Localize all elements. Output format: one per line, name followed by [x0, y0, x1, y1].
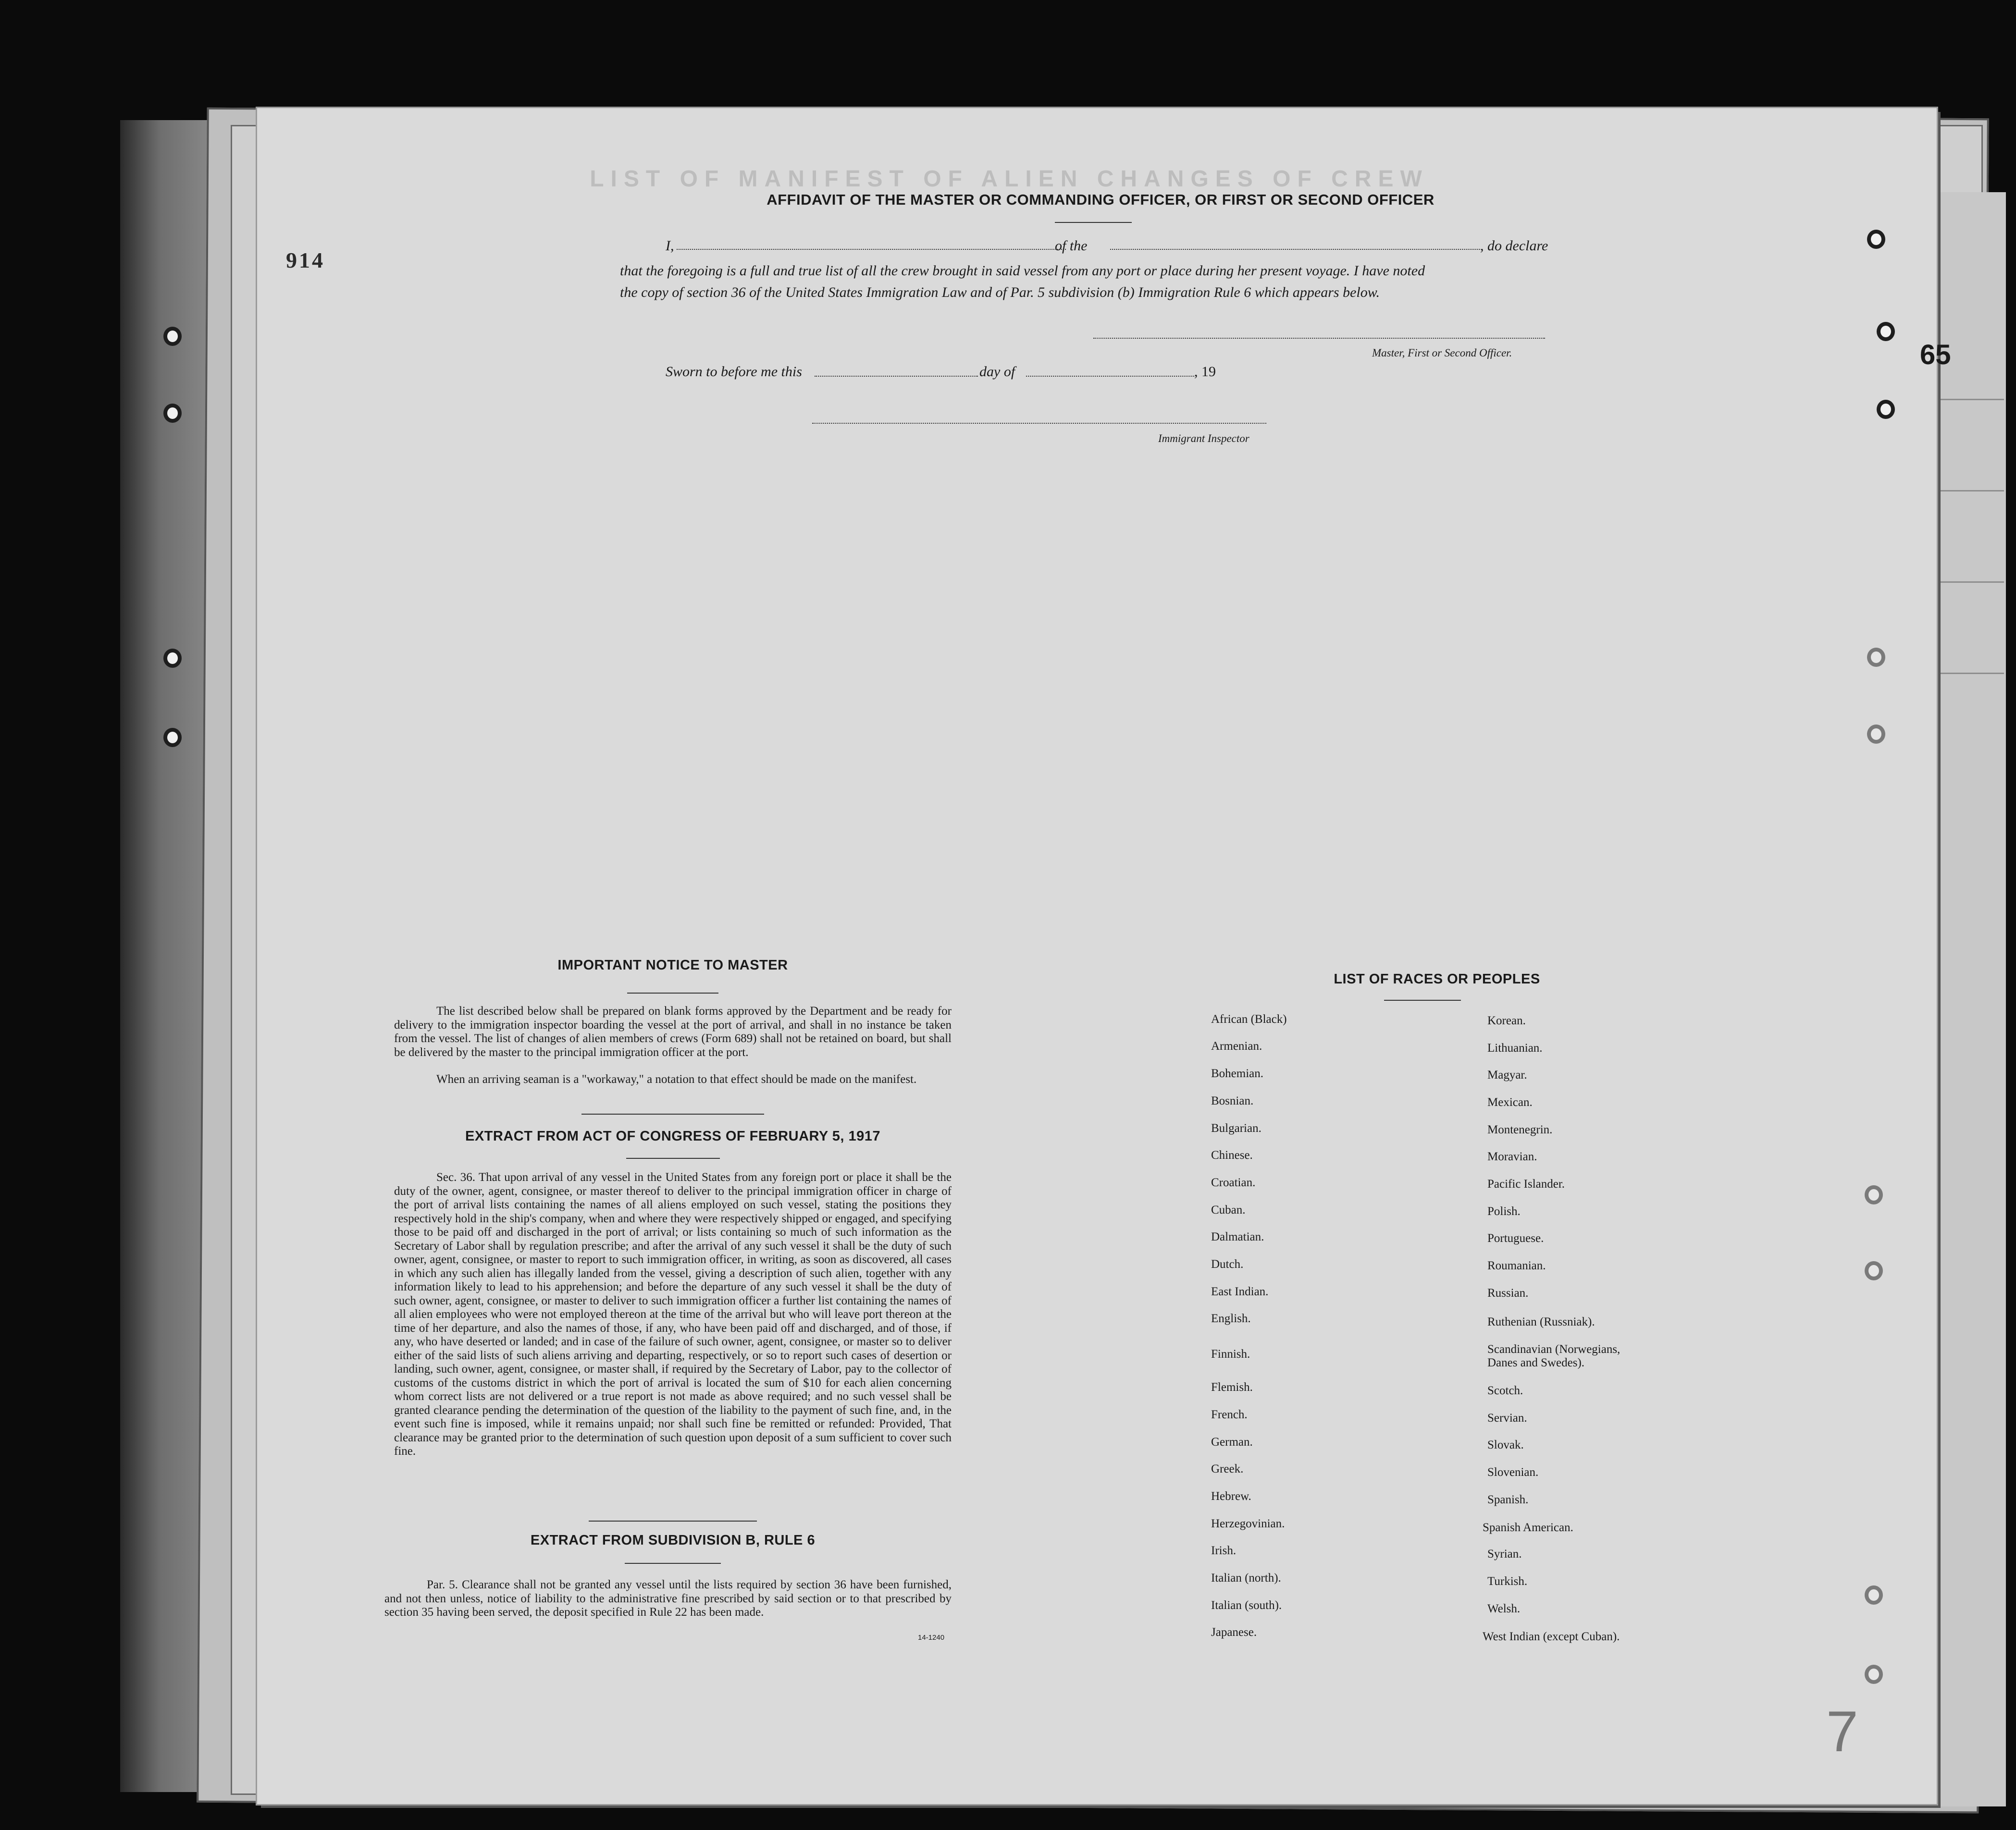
race-item: Armenian.: [1211, 1040, 1262, 1053]
title-rule: [627, 993, 718, 994]
title-rule: [626, 1158, 720, 1159]
race-item: Finnish.: [1211, 1348, 1250, 1361]
master-caption: Master, First or Second Officer.: [1372, 347, 1512, 359]
name-field[interactable]: [677, 249, 1066, 250]
handwritten-number: 914: [286, 248, 325, 272]
binder-hole: [1867, 725, 1885, 744]
binder-hole: [163, 327, 182, 346]
race-item: English.: [1211, 1312, 1251, 1325]
race-item: Flemish.: [1211, 1381, 1253, 1394]
race-item: Moravian.: [1487, 1150, 1537, 1163]
race-item: East Indian.: [1211, 1285, 1269, 1298]
affidavit-line-end: , do declare: [1480, 238, 1548, 254]
race-item: Spanish American.: [1483, 1521, 1573, 1534]
affidavit-title: AFFIDAVIT OF THE MASTER OR COMMANDING OFFICER, OR FIRST OR SECOND OFFICER: [767, 191, 1435, 208]
form-sheet: [257, 108, 1937, 1804]
affidavit-line: the copy of section 36 of the United States Immigration Law and of Par. 5 subdivision (b) Immigration Rule 6 which appears below.: [620, 284, 1380, 300]
race-item: Chinese.: [1211, 1149, 1253, 1162]
race-item: West Indian (except Cuban).: [1483, 1630, 1620, 1643]
binder-hole: [1867, 648, 1885, 667]
races-title: LIST OF RACES OR PEOPLES: [1334, 971, 1540, 987]
section-36-text: Sec. 36. That upon arrival of any vessel in the United States from any foreign port or place it shall be the duty of the owner, agent, consignee, or master thereof to deliver to the principal immigration officer in charge of the port of arrival lists containing the names of all aliens employed on such vessel, stating the positions they respectively hold in the ship's company, when and where they were respectively shipped or engaged, and specifying those to be paid off and discharged in the port of arrival; or lists containing so much of such information as the Secretary of Labor shall by regulation prescribe; and after the arrival of any such vessel it shall be the duty of such owner, agent, consignee, or master to report to such immigration officer, in writing, as soon as discovered, all cases in which any such alien has illegally landed from the vessel, giving a description of such alien, together with any information likely to lead to his apprehension; and before the departure of any such vessel it shall be the duty of such owner, agent, consignee, or master to deliver to such immigration officer a further list containing the names of all alien employees who were not employed thereon at the time of the arrival but who will leave port thereon at the time of her departure, and also the names of those, if any, who have been paid off and discharged, and of those, if any, who have deserted or landed; and in case of the failure of such owner, agent, consignee, or master so to deliver either of the said lists of such aliens arriving and departing, respectively, or so to report such cases of desertion or landing, such owner, agent, consignee, or master shall, if required by the Secretary of Labor, pay to the collector of customs of the customs district in which the port of arrival is located the sum of $10 for each alien concerning whom correct lists are not delivered or a true report is not made as above required; and no such vessel shall be granted clearance pending the determination of the question of the liability to the payment of such fine, and, in the event such fine is imposed, while it remains unpaid; nor shall such fine be remitted or refunded: Provided, That clearance may be granted prior to the determination of such question upon deposit of a sum sufficient to cover such fine.: [394, 1171, 952, 1458]
notice-paragraph: When an arriving seaman is a "workaway," a notation to that effect should be made on the manifest.: [436, 1073, 917, 1086]
race-item: Greek.: [1211, 1462, 1244, 1475]
rule-title: EXTRACT FROM SUBDIVISION B, RULE 6: [530, 1533, 816, 1548]
binder-hole: [1867, 230, 1885, 249]
race-item: Spanish.: [1487, 1493, 1529, 1506]
race-item: German.: [1211, 1436, 1253, 1449]
race-item: Bosnian.: [1211, 1094, 1254, 1107]
title-rule: [625, 1563, 721, 1564]
race-item: Portuguese.: [1487, 1232, 1544, 1245]
notice-title: IMPORTANT NOTICE TO MASTER: [557, 958, 788, 973]
race-item: Hebrew.: [1211, 1490, 1251, 1503]
day-field[interactable]: [815, 376, 978, 377]
section-rule: [581, 1114, 764, 1115]
month-field[interactable]: [1026, 376, 1194, 377]
section-rule: [589, 1521, 757, 1522]
race-item: Scandinavian (Norwegians, Danes and Swedes).: [1487, 1343, 1620, 1369]
binder-hole: [1865, 1665, 1883, 1684]
affidavit-line: that the foregoing is a full and true list of all the crew brought in said vessel from any port or place during her present voyage. I have noted: [620, 263, 1425, 279]
race-item: Japanese.: [1211, 1626, 1257, 1639]
race-item: Servian.: [1487, 1412, 1527, 1425]
handwritten-corner-mark: 7: [1826, 1699, 1858, 1764]
race-item: African (Black): [1211, 1013, 1287, 1026]
affidavit-line-mid: of the: [1055, 238, 1088, 254]
binder-hole: [1865, 1585, 1883, 1605]
affidavit-line-start: I,: [666, 238, 674, 254]
sworn-year-text: , 19: [1194, 364, 1216, 380]
binder-hole: [1865, 1261, 1883, 1280]
binder-hole: [163, 649, 182, 668]
title-rule: [1384, 1000, 1461, 1001]
race-item: Dutch.: [1211, 1258, 1244, 1271]
form-number: 14-1240: [918, 1633, 945, 1642]
race-item: Croatian.: [1211, 1176, 1256, 1189]
bleed-through-text: LIST OF MANIFEST OF ALIEN CHANGES OF CREW: [590, 166, 1429, 192]
sworn-text: Sworn to before me this: [666, 364, 802, 380]
notice-paragraph: The list described below shall be prepared on blank forms approved by the Department and be ready for delivery to the immigration inspector boarding the vessel at the port of arrival, and shall in no instance be taken from the vessel. The list of changes of alien members of crews (Form 689) shall not be retained on board, but shall be delivered by the master to the principal immigration officer at the port.: [394, 1005, 952, 1059]
race-item: Korean.: [1487, 1014, 1526, 1027]
par-5-text: Par. 5. Clearance shall not be granted any vessel until the lists required by section 36 have been furnished, and not then unless, notice of liability to the administrative fine prescribed by said section or to that prescribed by section 35 having been served, the deposit specified in Rule 22 has been made.: [384, 1578, 952, 1619]
race-item: Slovenian.: [1487, 1466, 1539, 1479]
binder-hole: [1865, 1185, 1883, 1204]
race-item: Roumanian.: [1487, 1259, 1546, 1272]
page-edge-number: 65: [1920, 339, 1951, 370]
race-item: Slovak.: [1487, 1438, 1524, 1451]
race-item: Syrian.: [1487, 1548, 1522, 1560]
binder-hole: [1877, 322, 1895, 341]
race-item: Cuban.: [1211, 1204, 1246, 1216]
race-item: Montenegrin.: [1487, 1123, 1553, 1136]
binder-hole: [163, 404, 182, 423]
race-item: French.: [1211, 1408, 1248, 1421]
race-item: Lithuanian.: [1487, 1042, 1543, 1055]
race-item: Bohemian.: [1211, 1067, 1264, 1080]
binder-hole: [163, 728, 182, 747]
race-item: Polish.: [1487, 1205, 1521, 1218]
race-item: Magyar.: [1487, 1069, 1527, 1081]
vessel-field[interactable]: [1110, 249, 1480, 250]
master-signature-field[interactable]: [1093, 338, 1545, 339]
race-item: Welsh.: [1487, 1602, 1521, 1615]
race-item: Turkish.: [1487, 1575, 1528, 1588]
binder-hole: [1877, 400, 1895, 419]
race-item: Scotch.: [1487, 1384, 1523, 1397]
inspector-caption: Immigrant Inspector: [1158, 432, 1249, 444]
race-item: Irish.: [1211, 1544, 1237, 1557]
race-item: Bulgarian.: [1211, 1122, 1262, 1135]
race-item: Italian (north).: [1211, 1572, 1281, 1584]
race-item: Mexican.: [1487, 1096, 1533, 1109]
sworn-day-text: day of: [979, 364, 1015, 380]
race-item: Herzegovinian.: [1211, 1517, 1285, 1530]
act-title: EXTRACT FROM ACT OF CONGRESS OF FEBRUARY 5, 1917: [465, 1129, 881, 1144]
inspector-signature-field[interactable]: [812, 423, 1266, 424]
race-item: Italian (south).: [1211, 1599, 1282, 1612]
race-item: Dalmatian.: [1211, 1230, 1264, 1243]
race-item: Russian.: [1487, 1287, 1529, 1300]
title-rule: [1055, 222, 1132, 223]
race-item: Ruthenian (Russniak).: [1487, 1315, 1595, 1328]
race-item: Pacific Islander.: [1487, 1178, 1565, 1191]
